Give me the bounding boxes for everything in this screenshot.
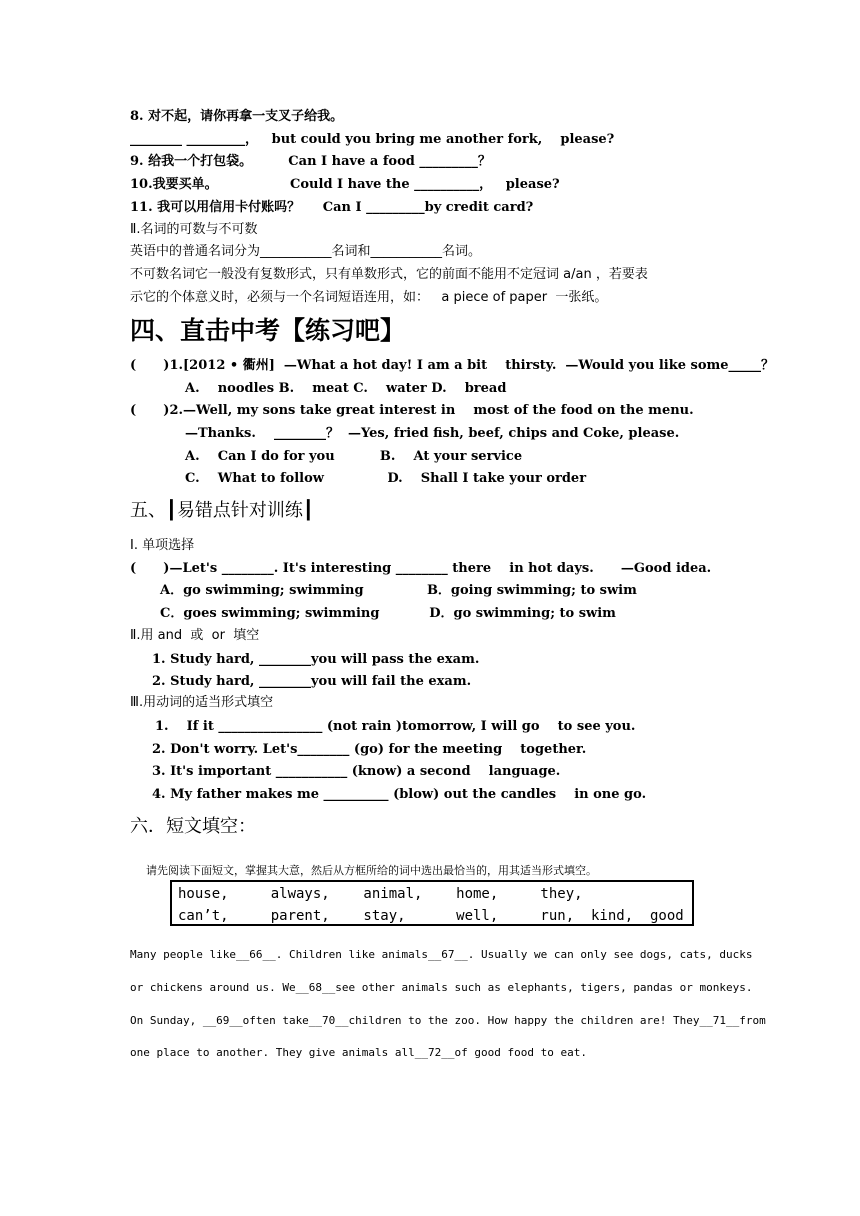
passage-line-1: Many people like__66__. Children like animals__67__. Usually we can only see dogs, cats, ducks	[130, 948, 753, 961]
question-2-options-ab: A. Can I do for you B. At your service	[185, 449, 523, 464]
word-box	[170, 880, 694, 926]
part-3-title: Ⅲ.用动词的适当形式填空	[130, 695, 274, 710]
item-10: 10.我要买单。 Could I have the __________， please?	[130, 177, 560, 192]
item-8-chinese: 8. 对不起，请你再拿一支叉子给我。	[130, 109, 344, 124]
nouns-sentence: 英语中的普通名词分为___________名词和___________名词。	[130, 244, 482, 259]
part-2-title: Ⅱ.用 and 或 or 填空	[130, 628, 260, 643]
word-box-row-2: can’t, parent, stay, well, run, kind, good	[178, 908, 684, 924]
choice-options-ab: A．go swimming; swimming B．going swimming; to swim	[160, 583, 637, 598]
item-9: 9. 给我一个打包袋。 Can I have a food _________？	[130, 154, 491, 169]
passage-line-3: On Sunday, __69__often take__70__children to the zoo. How happy the children are! They__71__from	[130, 1014, 766, 1027]
uncountable-rule-line-2: 示它的个体意义时，必须与一个名词短语连用，如： a piece of paper 一张纸。	[130, 290, 608, 305]
question-2-options-cd: C. What to follow D. Shall I take your order	[185, 471, 587, 486]
cloze-instruction: 请先阅读下面短文，掌握其大意，然后从方框所给的词中选出最恰当的，用其适当形式填空。	[146, 864, 597, 877]
section-4-heading: 四、直击中考【练习吧】	[130, 316, 406, 345]
part-1-title: Ⅰ. 单项选择	[130, 538, 195, 553]
question-1: ( )1.[2012 • 衢州] —What a hot day! I am a bit thirsty. —Would you like some_____？	[130, 358, 775, 373]
verb-item-2: 2. Don't worry. Let's________ (go) for the meeting together.	[152, 742, 587, 757]
word-box-row-1: house, always, animal, home, they,	[178, 886, 583, 902]
subsection-countable-nouns: Ⅱ.名词的可数与不可数	[130, 222, 258, 237]
verb-item-1: 1. If it ________________ (not rain )tomorrow, I will go to see you.	[155, 719, 636, 734]
uncountable-rule-line-1: 不可数名词它一般没有复数形式，只有单数形式，它的前面不能用不定冠词 a/an ，若要表	[130, 267, 648, 282]
verb-item-3: 3. It's important ___________ (know) a second language.	[152, 764, 561, 779]
and-or-item-1: 1. Study hard, ________you will pass the exam.	[152, 652, 480, 667]
section-5-heading: 五、┃易错点针对训练┃	[130, 500, 314, 521]
question-2: ( )2.—Well, my sons take great interest in most of the food on the menu.	[130, 403, 694, 418]
passage-line-2: or chickens around us. We__68__see other animals such as elephants, tigers, pandas or monkeys.	[130, 981, 753, 994]
choice-question: ( )—Let's ________. It's interesting ________ there in hot days. —Good idea.	[130, 561, 712, 576]
section-6-heading: 六．短文填空：	[130, 816, 256, 837]
item-11: 11. 我可以用信用卡付账吗？ Can I _________by credit card?	[130, 200, 534, 215]
verb-item-4: 4. My father makes me __________ (blow) out the candles in one go.	[152, 787, 647, 802]
question-1-options: A. noodles B. meat C. water D. bread	[185, 381, 507, 396]
item-8-english: ________ _________， but could you bring me another fork, please?	[130, 132, 615, 147]
question-2-dialogue: —Thanks. ________？ —Yes, fried fish, beef, chips and Coke, please.	[185, 426, 680, 441]
and-or-item-2: 2. Study hard, ________you will fail the exam.	[152, 674, 472, 689]
choice-options-cd: C．goes swimming; swimming D．go swimming; to swim	[160, 606, 616, 621]
passage-line-4: one place to another. They give animals all__72__of good food to eat.	[130, 1046, 587, 1059]
